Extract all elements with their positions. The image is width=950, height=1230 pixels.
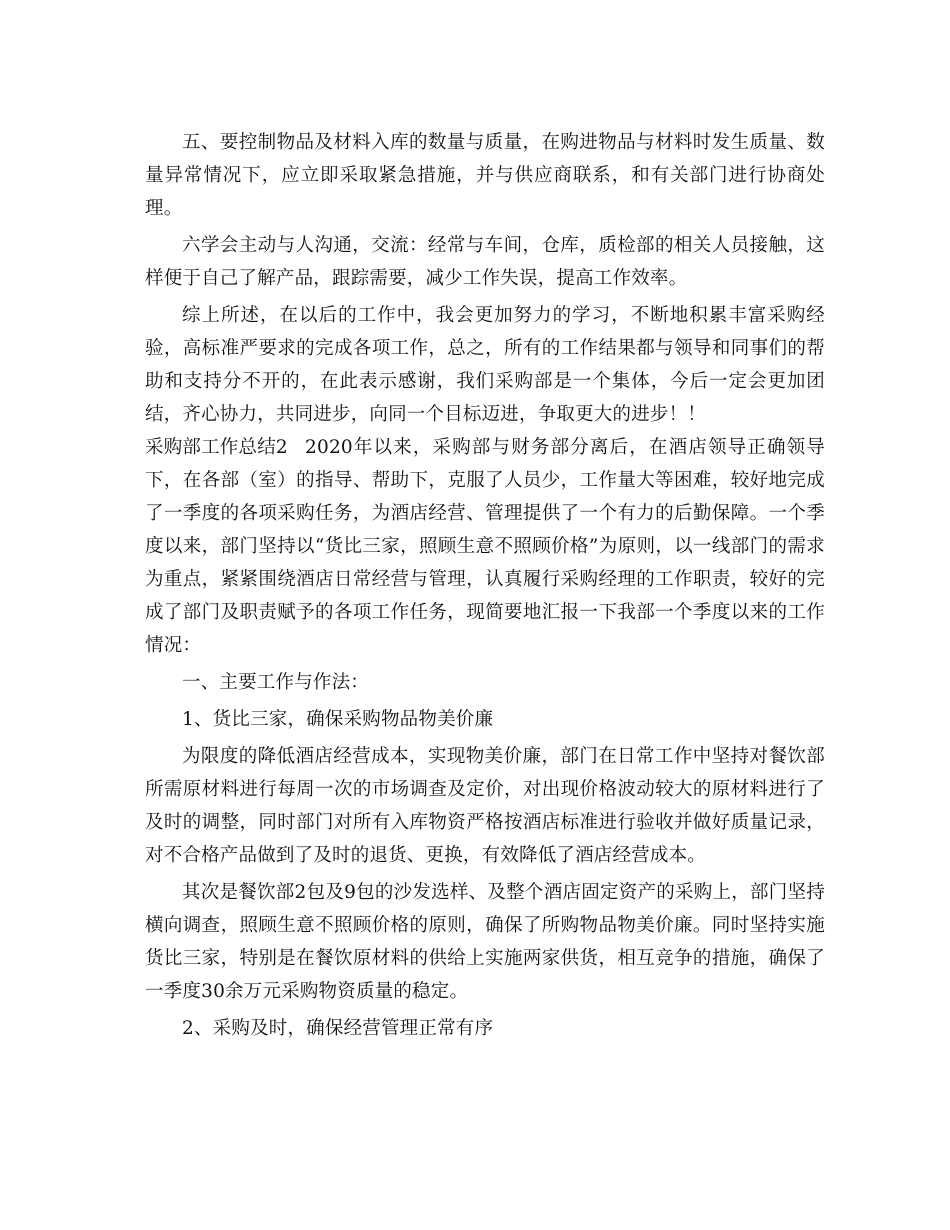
- paragraph-sofa-selection: 其次是餐饮部2包及9包的沙发选样、及整个酒店固定资产的采购上，部门坚持横向调查，照顾生意不照顾价格的原则，确保了所购物品物美价廉。同时坚持实施货比三家，特别是在餐饮原材料的供给上实施两家供货，相互竞争的措施，确保了一季度30余万元采购物资质量的稳定。: [145, 882, 825, 1002]
- heading-timely-purchase: 2、采购及时，确保经营管理正常有序: [182, 1018, 494, 1039]
- heading-price-comparison: 1、货比三家，确保采购物品物美价廉: [182, 709, 494, 730]
- paragraph-communication: 六学会主动与人沟通，交流：经常与车间，仓库，质检部的相关人员接触，这样便于自己了解产品，跟踪需要，减少工作失误，提高工作效率。: [145, 235, 825, 289]
- document-body: [145, 126, 825, 1045]
- paragraph-conclusion: 综上所述，在以后的工作中，我会更加努力的学习，不断地积累丰富采购经验，高标准严要求的完成各项工作，总之，所有的工作结果都与领导和同事们的帮助和支持分不开的，在此表示感谢，我们采购部是一个集体，今后一定会更加团结，齐心协力，共同进步，向同一个目标迈进，争取更大的进步！！: [145, 305, 825, 425]
- paragraph-quality-control: 五、要控制物品及材料入库的数量与质量，在购进物品与材料时发生质量、数量异常情况下，应立即采取紧急措施，并与供应商联系，和有关部门进行协商处理。: [145, 132, 825, 219]
- section2-intro-text: 2020年以来，采购部与财务部分离后，在酒店领导正确领导下，在各部（室）的指导、帮助下，克服了人员少，工作量大等困难，较好地完成了一季度的各项采购任务，为酒店经营、管理提供了一个有力的后勤保障。一个季度以来，部门坚持以“货比三家，照顾生意不照顾价格”为原则，以一线部门的需求为重点，紧紧围绕酒店日常经营与管理，认真履行采购经理的工作职责，较好的完成了部门及职责赋予的各项工作任务，现简要地汇报一下我部一个季度以来的工作情况：: [145, 437, 825, 656]
- paragraph-section2-intro: [145, 431, 825, 662]
- heading-main-work: 一、主要工作与作法：: [182, 672, 370, 693]
- section2-title: 采购部工作总结2: [145, 437, 288, 458]
- paragraph-cost-reduction: 为限度的降低酒店经营成本，实现物美价廉，部门在日常工作中坚持对餐饮部所需原材料进行每周一次的市场调查及定价，对出现价格波动较大的原材料进行了及时的调整，同时部门对所有入库物资严格按酒店标准进行验收并做好质量记录，对不合格产品做到了及时的退货、更换，有效降低了酒店经营成本。: [145, 746, 825, 866]
